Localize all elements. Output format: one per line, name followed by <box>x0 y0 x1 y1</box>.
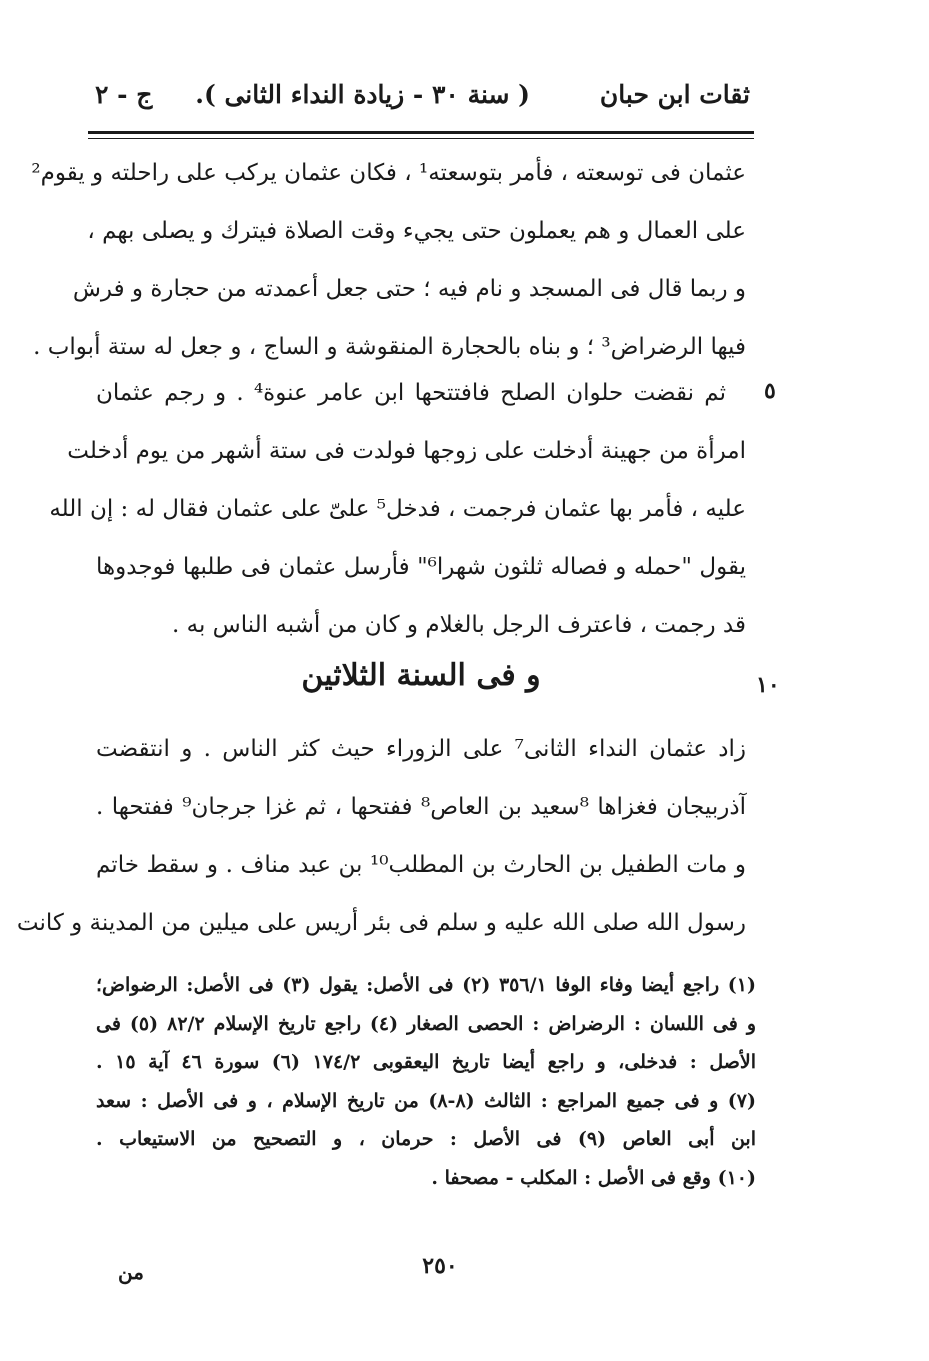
header-rule-thick <box>88 131 754 134</box>
paragraph-3 <box>16 720 746 952</box>
text-line: و مات الطفيل بن الحارث بن المطلب¹⁰ بن عبد مناف . و سقط خاتم <box>96 852 746 878</box>
section-heading: و فى السنة الثلاثين <box>301 658 541 693</box>
text-line: زاد عثمان النداء الثانى⁷ على الزوراء حيث كثر الناس . و انتقضت <box>96 736 746 762</box>
footnote-line: ابن أبى العاص (٩) فى الأصل : حرمان ، و التصحيح من الاستيعاب . <box>96 1128 756 1150</box>
catchword: من <box>118 1260 144 1284</box>
volume-number: ج - ٢ <box>95 80 153 109</box>
footnote-line: الأصل : فدخلى، و راجع أيضا تاريخ اليعقوبى ١٧٤/٢ (٦) سورة ٤٦ آية ١٥ . <box>96 1051 756 1073</box>
footnote-line: (١٠) وقع فى الأصل : المكلب - مصحفا . <box>431 1166 756 1189</box>
text-line: عليه ، فأمر بها عثمان فرجمت ، فدخل⁵ علىّ على عثمان فقال له : إن الله <box>49 496 746 522</box>
text-line: على العمال و هم يعملون حتى يجيء وقت الصلاة فيترك و يصلى بهم ، <box>87 218 746 244</box>
paragraph-2 <box>49 364 746 654</box>
text-line: آذربيجان فغزاها ⁸سعيد بن العاص⁸ ففتحها ، ثم غزا جرجان⁹ ففتحها . <box>96 794 746 820</box>
text-line: امرأة من جهينة أدخلت على زوجها فولدت فى ستة أشهر من يوم أدخلت <box>67 438 746 464</box>
page-number: ٢٥٠ <box>422 1253 458 1279</box>
footnotes <box>96 966 756 1197</box>
running-header <box>90 80 750 130</box>
footnote-line: و فى اللسان : الرضراض : الحصى الصغار (٤) راجع تاريخ الإسلام ٨٢/٢ (٥) فى <box>96 1012 757 1035</box>
text-line: عثمان فى توسعته ، فأمر بتوسعته¹ ، فكان عثمان يركب على راحلته و يقوم² <box>31 160 746 186</box>
text-line: و ربما قال فى المسجد و نام فيه ؛ حتى جعل أعمدته من حجارة و فرش <box>72 276 746 302</box>
paragraph-1 <box>31 144 746 376</box>
text-line: قد رجمت ، فاعترف الرجل بالغلام و كان من أشبه الناس به . <box>171 612 746 638</box>
footnote-line: (٧) و فى جميع المراجع : الثالث (٨-٨) من تاريخ الإسلام ، و فى الأصل : سعد <box>96 1089 756 1112</box>
book-title: ثقات ابن حبان <box>599 80 750 109</box>
line-marker-5: ٥ <box>764 378 776 404</box>
footnote-line: (١) راجع أيضا وفاء الوفا ٣٥٦/١ (٢) فى الأصل: يقول (٣) فى الأصل: الرضواض؛ <box>96 974 757 996</box>
text-line: رسول الله صلى الله عليه و سلم فى بئر أريس على ميلين من المدينة و كانت <box>16 910 746 936</box>
text-line: يقول "حمله و فصاله ثلثون شهرا⁶" فأرسل عثمان فى طلبها فوجدوها <box>96 554 746 580</box>
line-marker-10: ١٠ <box>756 672 780 698</box>
header-rule-thin <box>88 138 754 139</box>
text-line: ثم نقضت حلوان الصلح فافتتحها ابن عامر عنوة⁴ . و رجم عثمان <box>96 380 726 406</box>
text-line: فيها الرضراض³ ؛ و بناه بالحجارة المنقوشة و الساج ، و جعل له ستة أبواب . <box>33 334 746 360</box>
chapter-title: ( سنة ٣٠ - زيادة النداء الثانى ). <box>195 80 530 109</box>
